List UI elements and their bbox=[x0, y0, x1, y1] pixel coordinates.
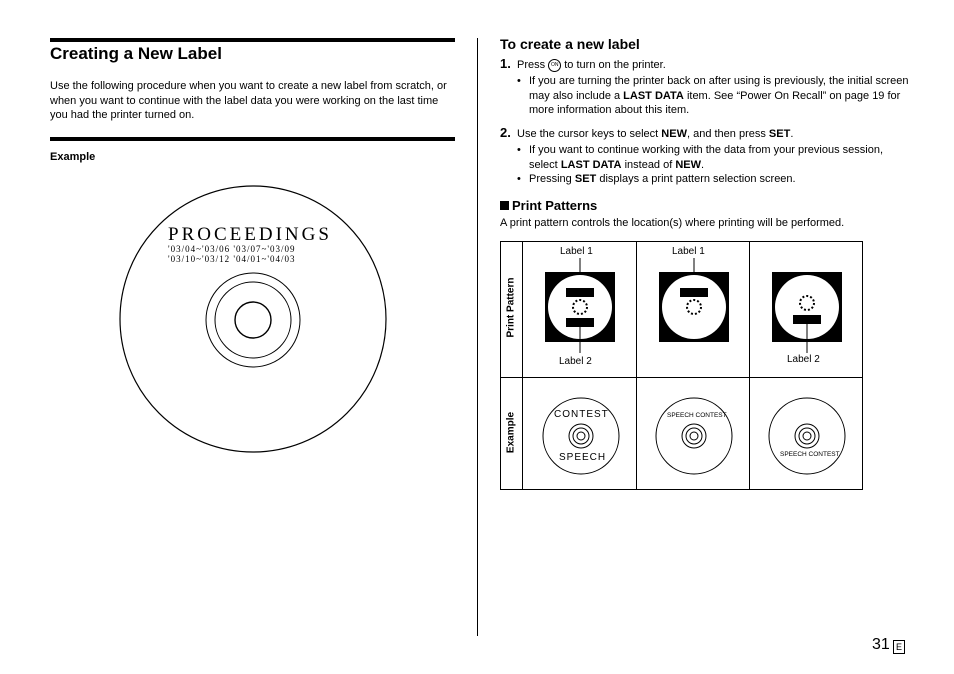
step-2-c: , and then press bbox=[686, 128, 766, 140]
step-2-bullet-2-c: displays a print pattern selection screen. bbox=[599, 173, 796, 185]
example-2-cd bbox=[655, 397, 733, 475]
table-col-divider-2 bbox=[749, 241, 750, 490]
cd-line-1: '03/04~'03/06 '03/07~'03/09 bbox=[168, 244, 296, 254]
step-1-bullet-1 bbox=[517, 74, 909, 118]
cd-title: PROCEEDINGS bbox=[168, 224, 332, 245]
step-2-bullet-2 bbox=[517, 172, 909, 187]
on-key-icon: ON bbox=[548, 59, 561, 72]
step-1-number: 1. bbox=[500, 56, 511, 71]
step-2-bullet-2-b: SET bbox=[574, 173, 597, 185]
table-col-divider-0 bbox=[522, 241, 523, 490]
example-3-cd bbox=[768, 397, 846, 475]
cd-line-2: '03/10~'03/12 '04/01~'04/03 bbox=[168, 254, 296, 264]
intro-paragraph: Use the following procedure when you want to create a new label from scratch, or when you want to continue with the label data you were working on the last time you had the printer turned on. bbox=[50, 80, 447, 121]
example-3-bottom-text: SPEECH CONTEST bbox=[780, 451, 840, 458]
step-2-bullet-1 bbox=[517, 143, 909, 172]
row-label-print-pattern: Print Pattern bbox=[505, 277, 517, 338]
example-heading: Example bbox=[50, 151, 96, 163]
step-1-bullet-1-b: LAST DATA bbox=[623, 89, 684, 102]
bullet-dot-icon: • bbox=[517, 75, 521, 87]
table-row-divider bbox=[500, 377, 863, 378]
pattern-1-graphic bbox=[545, 258, 615, 353]
pattern-2-graphic bbox=[659, 258, 729, 348]
bullet-dot-icon: • bbox=[517, 173, 521, 185]
step-1-bullet-1-c: item. See “Power On Recall” on page 19 for more information about this item. bbox=[529, 89, 901, 116]
example-1-bottom-text: SPEECH bbox=[559, 452, 607, 463]
patterns-description: A print pattern controls the location(s) where printing will be performed. bbox=[500, 217, 845, 229]
step-2-number: 2. bbox=[500, 125, 511, 140]
step-2-bullet-2-a: Pressing bbox=[529, 173, 572, 185]
step-2-d: SET bbox=[768, 128, 791, 140]
top-rule-left bbox=[50, 38, 455, 42]
pattern-1-label-1: Label 1 bbox=[560, 246, 593, 257]
step-2-bullet-1-d: NEW bbox=[675, 158, 702, 171]
table-col-divider-1 bbox=[636, 241, 637, 490]
column-divider bbox=[477, 38, 478, 636]
right-title: To create a new label bbox=[500, 36, 640, 52]
step-2-a: Use the cursor keys to select bbox=[517, 128, 659, 140]
section-title: Creating a New Label bbox=[50, 44, 222, 63]
pattern-3-label-2: Label 2 bbox=[787, 354, 820, 365]
row-label-example: Example bbox=[505, 411, 517, 454]
square-bullet-icon bbox=[500, 201, 509, 210]
pattern-3-graphic bbox=[772, 258, 842, 353]
step-1-pre: Press bbox=[517, 59, 546, 71]
step-2-bullet-1-c: instead of bbox=[624, 158, 673, 171]
page-number: 31 bbox=[872, 636, 890, 653]
step-2-bullet-1-b: LAST DATA bbox=[560, 158, 622, 171]
language-badge: E bbox=[893, 640, 905, 654]
step-1-bullet-1-a: If you are turning the printer back on after using is previously, the initial screen may also include a bbox=[529, 75, 909, 102]
step-2-bullet-1-e: . bbox=[701, 158, 705, 171]
step-2-bullet-1-a: If you want to continue working with the data from your previous session, select bbox=[529, 144, 884, 171]
step-1-post: to turn on the printer. bbox=[564, 59, 666, 71]
mid-rule-left bbox=[50, 137, 455, 141]
example-2-top-text: SPEECH CONTEST bbox=[667, 412, 727, 419]
step-2-e: . bbox=[790, 128, 794, 140]
step-2-b: NEW bbox=[661, 128, 687, 140]
pattern-2-label-1: Label 1 bbox=[672, 246, 705, 257]
cd-illustration bbox=[118, 184, 388, 454]
pattern-1-label-2: Label 2 bbox=[559, 356, 592, 367]
step-2-text bbox=[517, 127, 793, 142]
patterns-heading-text: Print Patterns bbox=[512, 198, 598, 213]
example-1-top-text: CONTEST bbox=[554, 409, 609, 420]
step-1-text bbox=[517, 58, 666, 73]
patterns-heading bbox=[500, 198, 597, 213]
bullet-dot-icon: • bbox=[517, 144, 521, 156]
